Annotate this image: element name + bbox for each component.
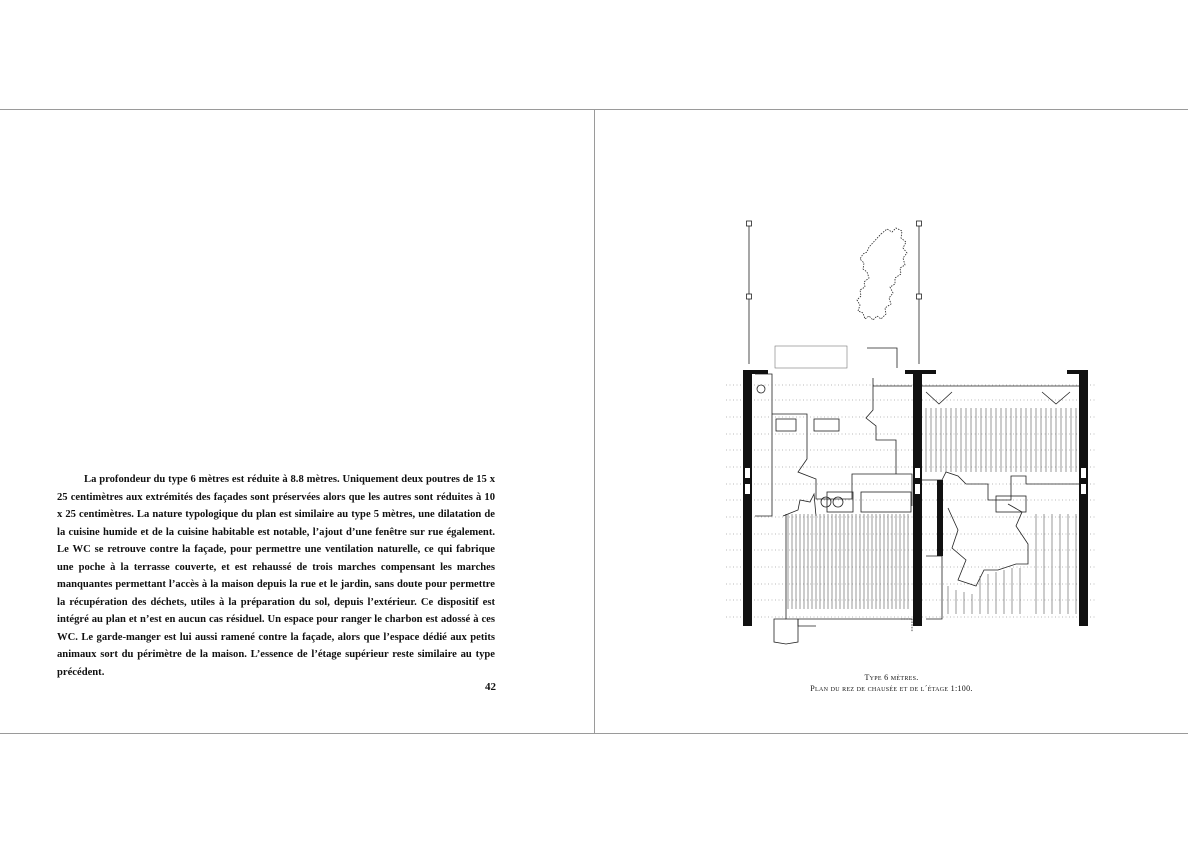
page-gutter — [594, 109, 595, 733]
right-page — [595, 110, 1188, 733]
caption-subtitle: Plan du rez de chausée et de l´étage 1:100. — [810, 684, 973, 693]
page-number: 42 — [485, 681, 496, 693]
left-page — [0, 110, 594, 733]
floor-plan-drawing — [726, 214, 1096, 654]
body-paragraph: La profondeur du type 6 mètres est réduite à 8.8 mètres. Uniquement deux poutres de 15 x 25 centimètres aux extrémités des façades sont préservées alors que les autres sont réduites à 10 x 25 centimètres. La nature typologique du plan est similaire au type 5 mètres, une dilatation de la cuisine humide et de la cuisine habitable est notable, l’ajout d’une fenêtre sur rue également. Le WC se retrouve contre la façade, pour permettre une ventilation naturelle, ce qui fabrique une poche à la terrasse couverte, et est rehaussé de trois marches compensant les marches manquantes permettant l’accès à la maison depuis la rue et le jardin, sans doute pour permettre la récupération des déchets, utiles à la préparation du sol, depuis l’extérieur. Ce dispositif est intégré au plan et n’est en aucun cas résiduel. Un espace pour ranger le charbon est adossé à ces WC. Le garde-manger est lui aussi ramené contre la façade, alors que l’espace dédié aux petits animaux sort du périmètre de la maison. L’essence de l’étage supérieur reste similaire au type précédent. — [57, 474, 495, 678]
caption-title: Type 6 mètres. — [864, 673, 919, 682]
figure-caption — [635, 672, 1148, 694]
